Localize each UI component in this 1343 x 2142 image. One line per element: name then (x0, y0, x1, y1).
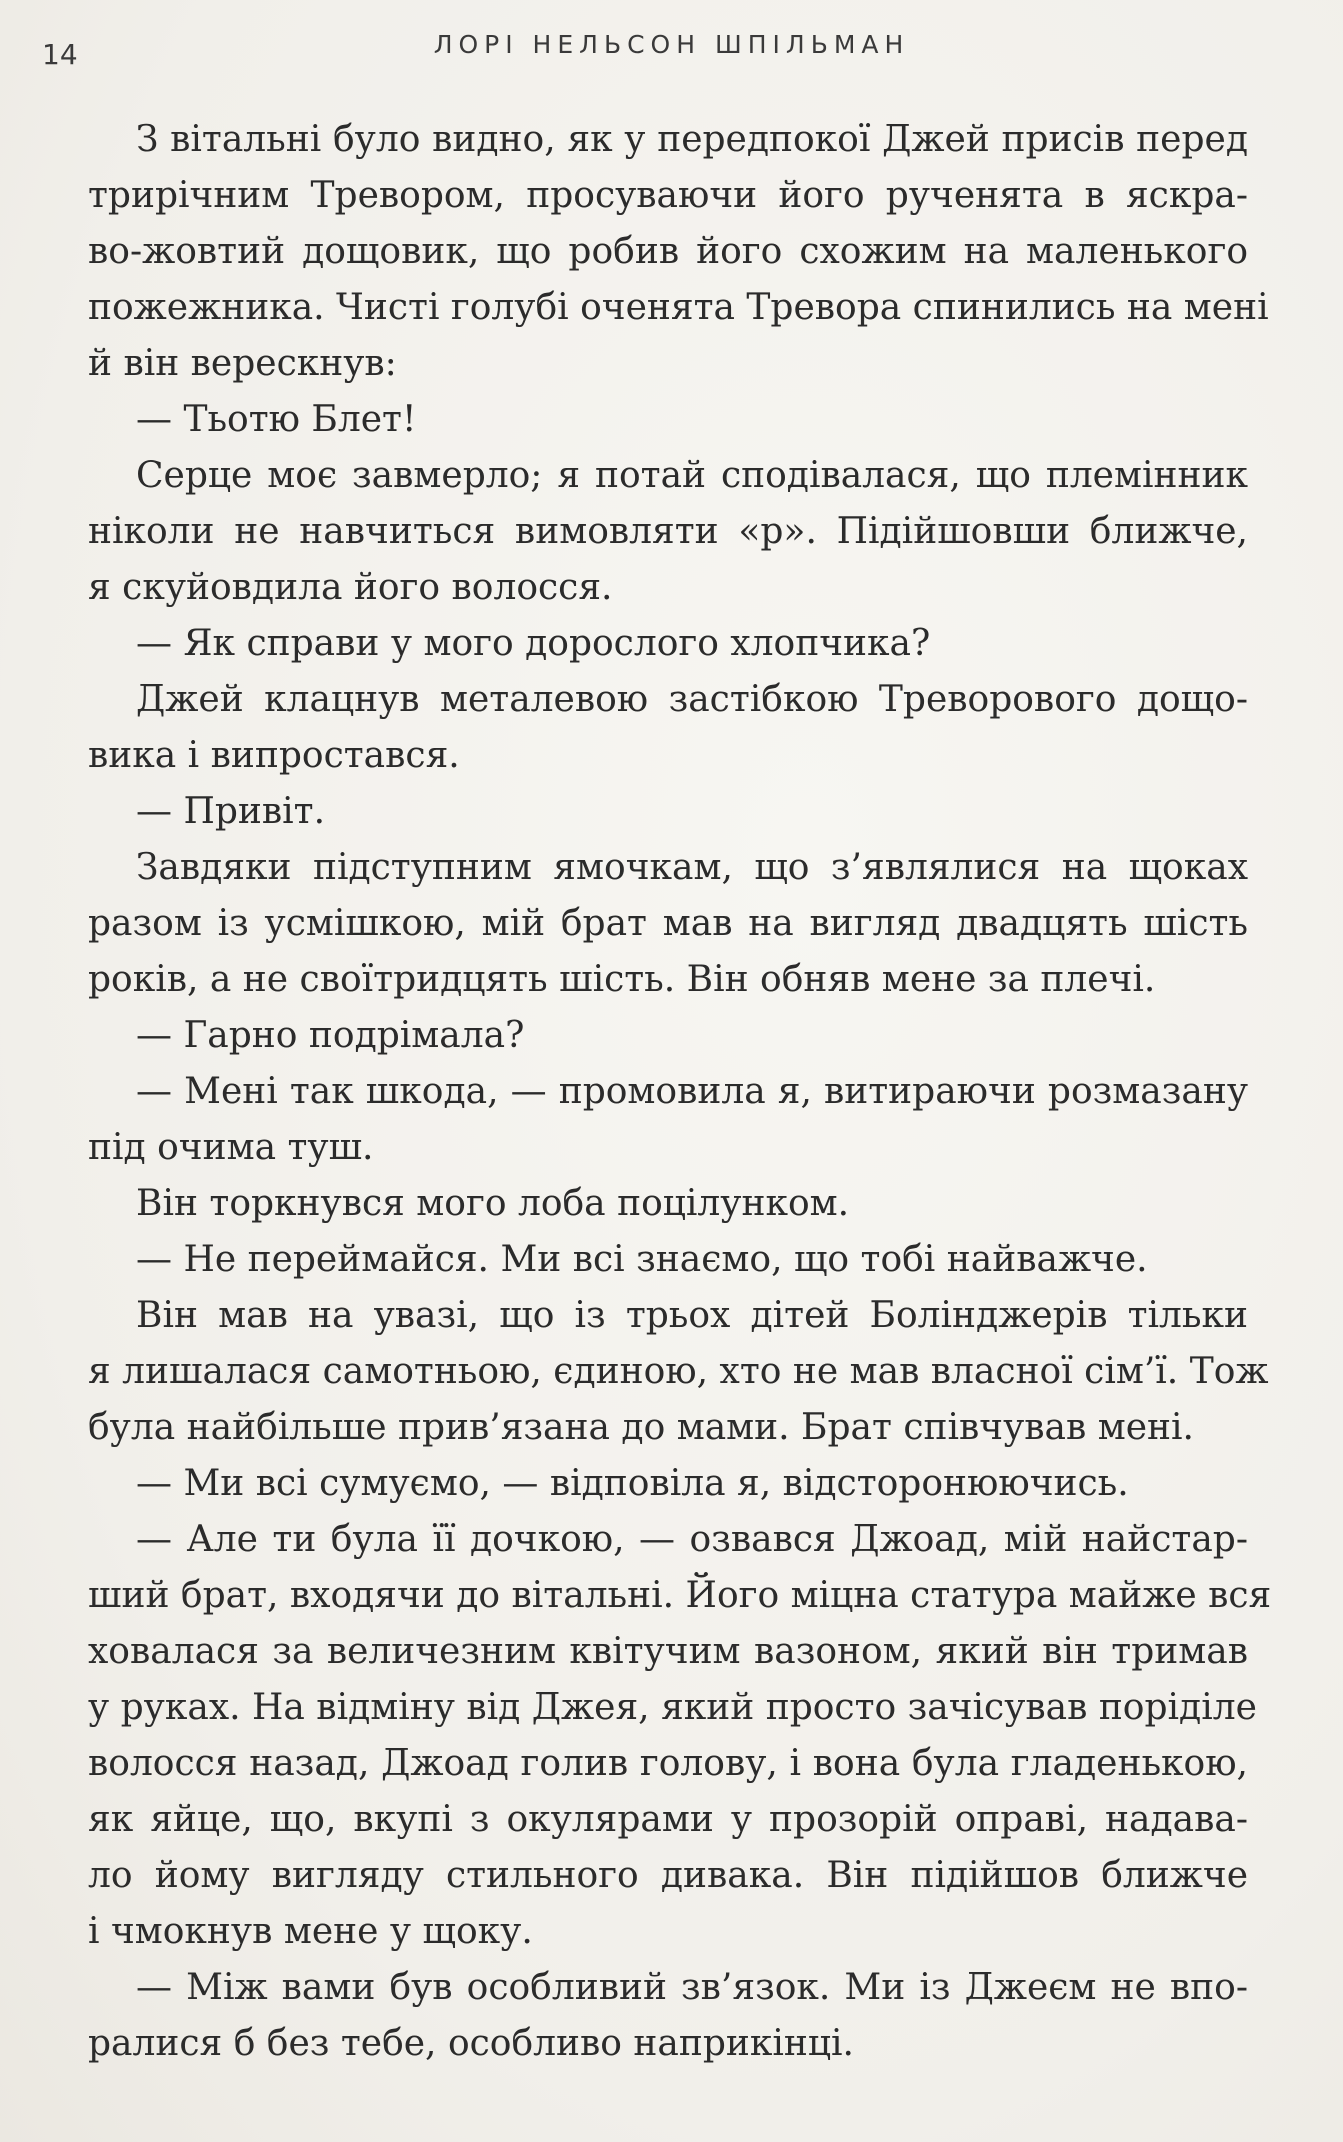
text-line: ховалася за величезним квітучим вазоном, який він тримав (88, 1631, 1248, 1672)
text-line: й він верескнув: (88, 343, 397, 384)
text-line: — Тьотю Блет! (136, 399, 417, 440)
text-line: во-жовтий дощовик, що робив його схожим на маленького (88, 231, 1248, 272)
text-line: ло йому вигляду стильного дивака. Він підійшов ближче (88, 1855, 1248, 1896)
text-line: трирічним Тревором, просуваючи його рученята в яскра- (88, 175, 1248, 216)
page-number: 14 (42, 38, 78, 71)
text-line: пожежника. Чисті голубі оченята Тревора спинились на мені (88, 287, 1269, 328)
text-line: Джей клацнув металевою застібкою Треворового дощо- (136, 679, 1248, 720)
text-line: у руках. На відміну від Джея, який просто зачісував поріділе (88, 1687, 1257, 1728)
text-line: вика і випростався. (88, 735, 460, 776)
text-line: Завдяки підступним ямочкам, що з’являлися на щоках (136, 847, 1248, 888)
text-line: — Ми всі сумуємо, — відповіла я, відсторонюючись. (136, 1463, 1129, 1504)
text-line: як яйце, що, вкупі з окулярами у прозорій оправі, надава- (88, 1799, 1248, 1840)
text-line: — Але ти була її дочкою, — озвався Джоад, мій найстар- (136, 1519, 1248, 1560)
text-line: — Привіт. (136, 791, 326, 832)
text-line: Він мав на увазі, що із трьох дітей Болінджерів тільки (136, 1295, 1248, 1336)
text-line: — Як справи у мого дорослого хлопчика? (136, 623, 931, 664)
text-line: під очима туш. (88, 1127, 374, 1168)
text-line: волосся назад, Джоад голив голову, і вона була гладенькою, (88, 1743, 1248, 1784)
text-line: З вітальні було видно, як у передпокої Джей присів перед (136, 119, 1248, 160)
text-line: — Гарно подрімала? (136, 1015, 525, 1056)
running-head: ЛОРІ НЕЛЬСОН ШПІЛЬМАН (433, 30, 910, 59)
text-line: — Мені так шкода, — промовила я, витираючи розмазану (136, 1071, 1248, 1112)
text-line: була найбільше прив’язана до мами. Брат співчував мені. (88, 1407, 1194, 1448)
text-line: ший брат, входячи до вітальні. Його міцна статура майже вся (88, 1575, 1272, 1616)
text-line: і чмокнув мене у щоку. (88, 1911, 533, 1952)
body-text (88, 112, 1272, 2072)
text-line: — Не переймайся. Ми всі знаємо, що тобі найважче. (136, 1239, 1148, 1280)
text-line: разом із усмішкою, мій брат мав на вигляд двадцять шість (88, 903, 1248, 944)
text-line: — Між вами був особливий зв’язок. Ми із Джеєм не впо- (136, 1967, 1248, 2008)
text-line: Серце моє завмерло; я потай сподівалася, що племінник (136, 455, 1248, 496)
text-line: ніколи не навчиться вимовляти «р». Підійшовши ближче, (88, 511, 1248, 552)
text-line: Він торкнувся мого лоба поцілунком. (136, 1183, 850, 1224)
text-line: я лишалася самотньою, єдиною, хто не мав власної сім’ї. Тож (88, 1351, 1269, 1392)
text-line: років, а не своїтридцять шість. Він обняв мене за плечі. (88, 959, 1156, 1000)
text-line: ралися б без тебе, особливо наприкінці. (88, 2023, 854, 2064)
text-line: я скуйовдила його волосся. (88, 567, 613, 608)
